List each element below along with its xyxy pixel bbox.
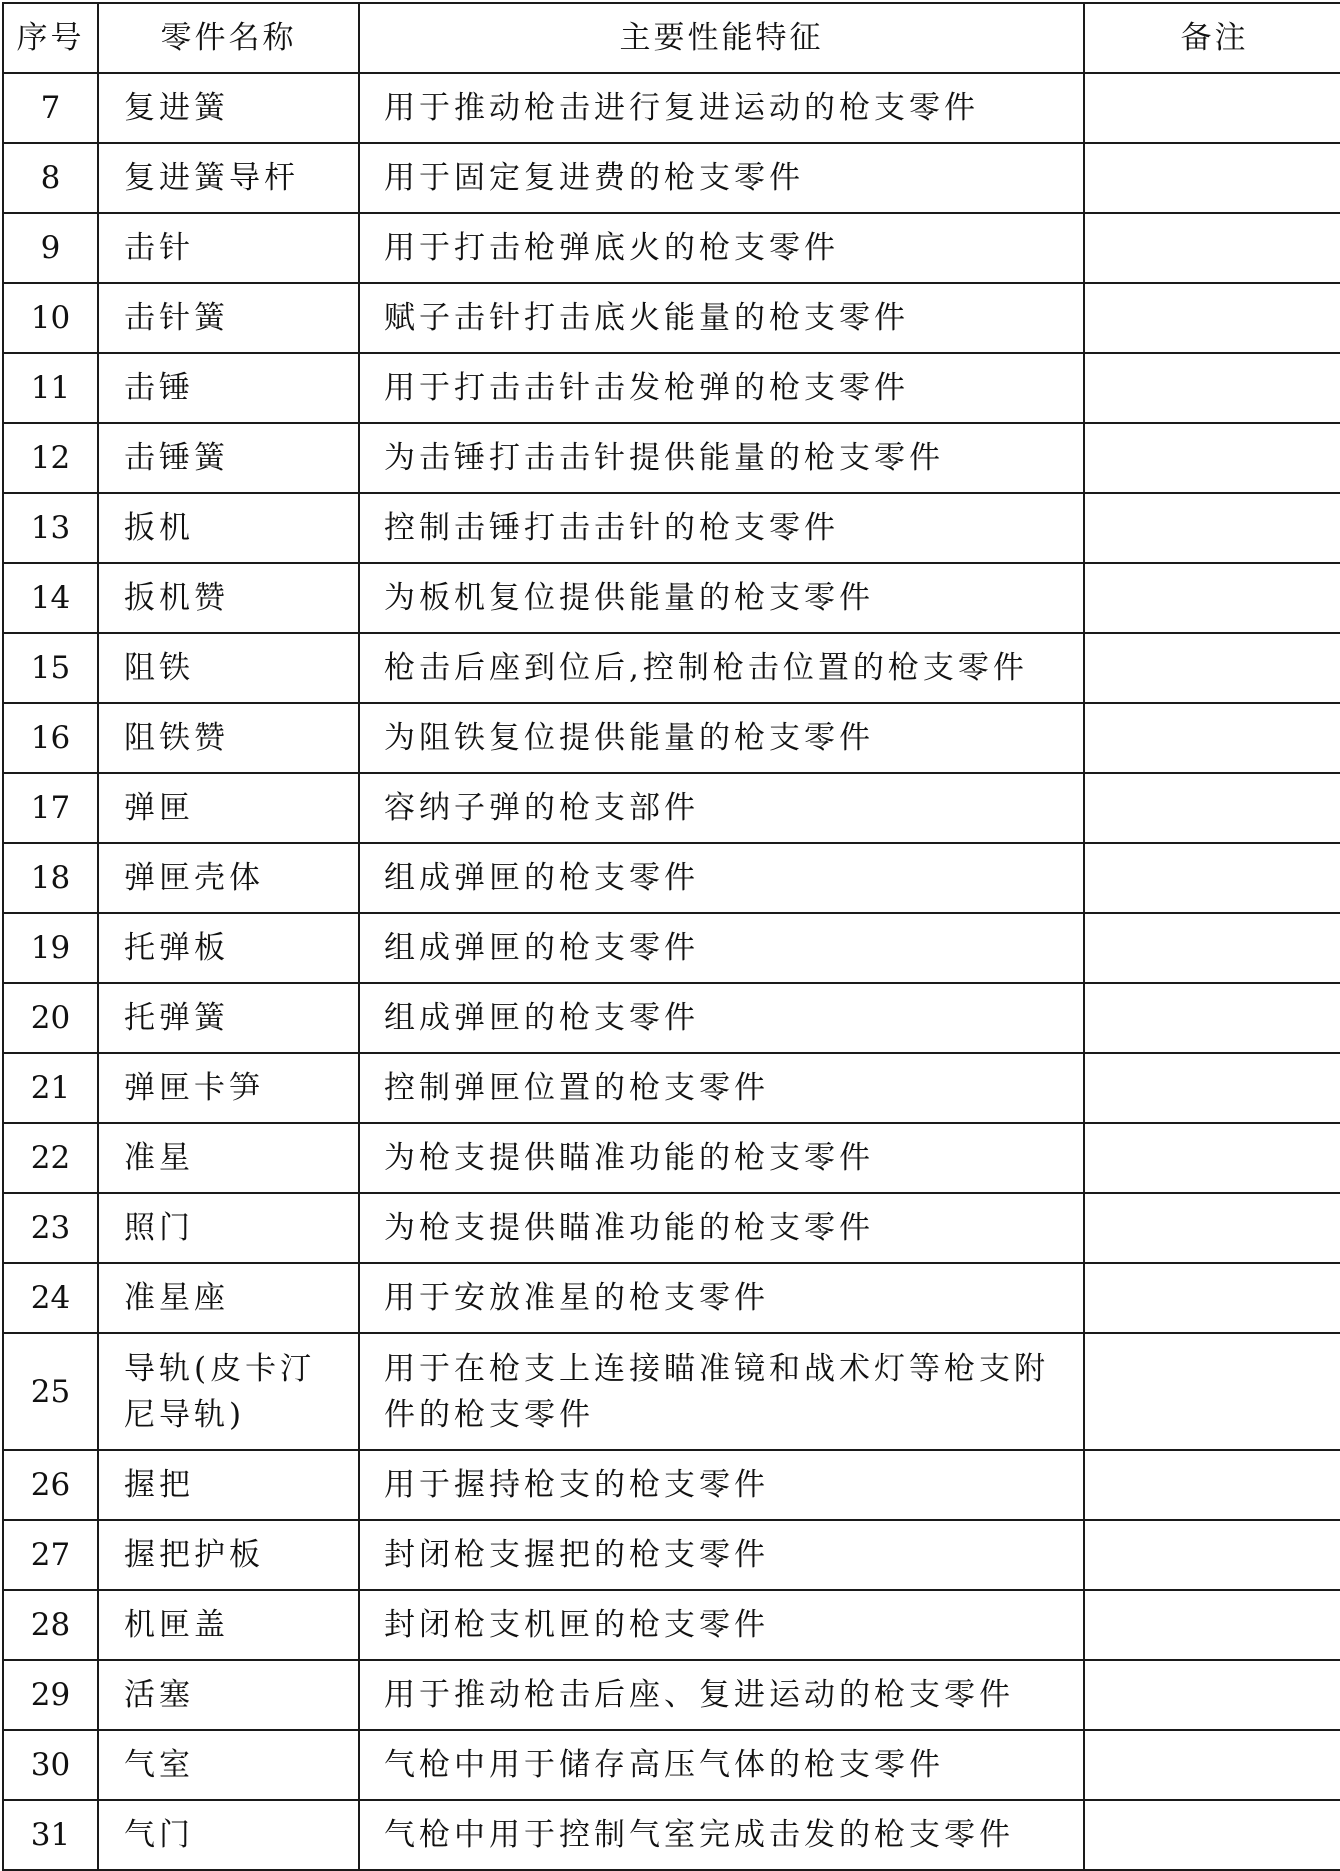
header-desc: 主要性能特征: [359, 3, 1084, 73]
cell-note: [1084, 423, 1340, 493]
cell-desc: 用于推动枪击进行复进运动的枪支零件: [359, 73, 1084, 143]
table-row: [3, 703, 1340, 773]
parts-table: [2, 2, 1340, 1871]
table-row: [3, 1660, 1340, 1730]
cell-desc: 封闭枪支机匣的枪支零件: [359, 1590, 1084, 1660]
cell-desc: 用于打击枪弹底火的枪支零件: [359, 213, 1084, 283]
cell-name: 阻铁: [98, 633, 359, 703]
table-header: [3, 3, 1340, 73]
cell-name: 气门: [98, 1800, 359, 1870]
cell-note: [1084, 1590, 1340, 1660]
table-row: [3, 143, 1340, 213]
cell-note: [1084, 73, 1340, 143]
cell-note: [1084, 1800, 1340, 1870]
table-row: [3, 773, 1340, 843]
cell-name: 托弹板: [98, 913, 359, 983]
cell-name: 气室: [98, 1730, 359, 1800]
cell-desc: 赋子击针打击底火能量的枪支零件: [359, 283, 1084, 353]
cell-desc: 封闭枪支握把的枪支零件: [359, 1520, 1084, 1590]
cell-desc: 用于安放准星的枪支零件: [359, 1263, 1084, 1333]
cell-note: [1084, 983, 1340, 1053]
cell-note: [1084, 1450, 1340, 1520]
cell-num: 23: [3, 1193, 98, 1263]
cell-note: [1084, 493, 1340, 563]
cell-note: [1084, 843, 1340, 913]
cell-desc: 组成弹匣的枪支零件: [359, 983, 1084, 1053]
cell-desc: 组成弹匣的枪支零件: [359, 843, 1084, 913]
cell-desc: 控制弹匣位置的枪支零件: [359, 1053, 1084, 1123]
cell-num: 30: [3, 1730, 98, 1800]
cell-num: 19: [3, 913, 98, 983]
cell-desc: [359, 1333, 1084, 1450]
table-row: [3, 213, 1340, 283]
cell-num: 13: [3, 493, 98, 563]
cell-name: 击锤簧: [98, 423, 359, 493]
cell-note: [1084, 563, 1340, 633]
cell-name: 弹匣壳体: [98, 843, 359, 913]
cell-num: 9: [3, 213, 98, 283]
cell-num: 25: [3, 1333, 98, 1450]
cell-name: 活塞: [98, 1660, 359, 1730]
cell-note: [1084, 1520, 1340, 1590]
cell-desc: 组成弹匣的枪支零件: [359, 913, 1084, 983]
table-row: [3, 1053, 1340, 1123]
cell-num: 11: [3, 353, 98, 423]
cell-note: [1084, 143, 1340, 213]
cell-desc: 为击锤打击击针提供能量的枪支零件: [359, 423, 1084, 493]
cell-num: 21: [3, 1053, 98, 1123]
cell-note: [1084, 773, 1340, 843]
table-row: [3, 423, 1340, 493]
cell-num: 15: [3, 633, 98, 703]
cell-desc: 用于握持枪支的枪支零件: [359, 1450, 1084, 1520]
cell-name: 阻铁赞: [98, 703, 359, 773]
table-body: [3, 73, 1340, 1870]
table-row: [3, 1333, 1340, 1450]
cell-desc: 为枪支提供瞄准功能的枪支零件: [359, 1123, 1084, 1193]
cell-num: 22: [3, 1123, 98, 1193]
table-row: [3, 1730, 1340, 1800]
cell-desc: 为板机复位提供能量的枪支零件: [359, 563, 1084, 633]
cell-num: 16: [3, 703, 98, 773]
cell-desc: 用于推动枪击后座、复进运动的枪支零件: [359, 1660, 1084, 1730]
header-note: 备注: [1084, 3, 1340, 73]
cell-name: 击锤: [98, 353, 359, 423]
cell-desc: 为枪支提供瞄准功能的枪支零件: [359, 1193, 1084, 1263]
cell-name: 击针: [98, 213, 359, 283]
cell-note: [1084, 213, 1340, 283]
cell-name: 复进簧: [98, 73, 359, 143]
cell-desc: 为阻铁复位提供能量的枪支零件: [359, 703, 1084, 773]
cell-desc-text: 用于在枪支上连接瞄准镜和战术灯等枪支附件的枪支零件: [384, 1350, 1049, 1433]
cell-desc: 用于固定复进费的枪支零件: [359, 143, 1084, 213]
table-row: [3, 1193, 1340, 1263]
table-row: [3, 283, 1340, 353]
cell-num: 12: [3, 423, 98, 493]
cell-desc: 枪击后座到位后,控制枪击位置的枪支零件: [359, 633, 1084, 703]
cell-name: 扳机赞: [98, 563, 359, 633]
header-num: 序号: [3, 3, 98, 73]
table-row: [3, 1263, 1340, 1333]
table-row: [3, 983, 1340, 1053]
cell-num: 17: [3, 773, 98, 843]
table-row: [3, 843, 1340, 913]
cell-note: [1084, 913, 1340, 983]
cell-note: [1084, 1123, 1340, 1193]
cell-name: [98, 1333, 359, 1450]
cell-num: 26: [3, 1450, 98, 1520]
cell-note: [1084, 703, 1340, 773]
cell-num: 8: [3, 143, 98, 213]
cell-note: [1084, 1730, 1340, 1800]
table-row: [3, 563, 1340, 633]
cell-note: [1084, 1333, 1340, 1450]
cell-note: [1084, 633, 1340, 703]
header-row: [3, 3, 1340, 73]
table-row: [3, 73, 1340, 143]
cell-num: 28: [3, 1590, 98, 1660]
cell-num: 7: [3, 73, 98, 143]
cell-name: 机匣盖: [98, 1590, 359, 1660]
cell-desc: 气枪中用于控制气室完成击发的枪支零件: [359, 1800, 1084, 1870]
cell-name: 扳机: [98, 493, 359, 563]
table-row: [3, 1590, 1340, 1660]
cell-num: 31: [3, 1800, 98, 1870]
cell-name: 弹匣卡笋: [98, 1053, 359, 1123]
table-row: [3, 1800, 1340, 1870]
cell-name: 准星座: [98, 1263, 359, 1333]
cell-note: [1084, 353, 1340, 423]
cell-num: 27: [3, 1520, 98, 1590]
cell-name: 照门: [98, 1193, 359, 1263]
cell-name: 握把护板: [98, 1520, 359, 1590]
cell-desc: 用于打击击针击发枪弹的枪支零件: [359, 353, 1084, 423]
cell-note: [1084, 283, 1340, 353]
table-row: [3, 913, 1340, 983]
table-row: [3, 1123, 1340, 1193]
cell-name-text: 导轨(皮卡汀尼导轨): [124, 1350, 316, 1433]
cell-num: 20: [3, 983, 98, 1053]
cell-num: 10: [3, 283, 98, 353]
cell-num: 24: [3, 1263, 98, 1333]
cell-name: 弹匣: [98, 773, 359, 843]
cell-desc: 控制击锤打击击针的枪支零件: [359, 493, 1084, 563]
table-row: [3, 353, 1340, 423]
header-name: 零件名称: [98, 3, 359, 73]
cell-num: 14: [3, 563, 98, 633]
cell-name: 复进簧导杆: [98, 143, 359, 213]
cell-num: 18: [3, 843, 98, 913]
table-row: [3, 1520, 1340, 1590]
cell-name: 托弹簧: [98, 983, 359, 1053]
cell-note: [1084, 1193, 1340, 1263]
cell-num: 29: [3, 1660, 98, 1730]
cell-name: 握把: [98, 1450, 359, 1520]
table-row: [3, 493, 1340, 563]
cell-note: [1084, 1263, 1340, 1333]
table-row: [3, 1450, 1340, 1520]
cell-name: 准星: [98, 1123, 359, 1193]
cell-desc: 气枪中用于储存高压气体的枪支零件: [359, 1730, 1084, 1800]
cell-name: 击针簧: [98, 283, 359, 353]
table-row: [3, 633, 1340, 703]
cell-note: [1084, 1660, 1340, 1730]
cell-note: [1084, 1053, 1340, 1123]
cell-desc: 容纳子弹的枪支部件: [359, 773, 1084, 843]
